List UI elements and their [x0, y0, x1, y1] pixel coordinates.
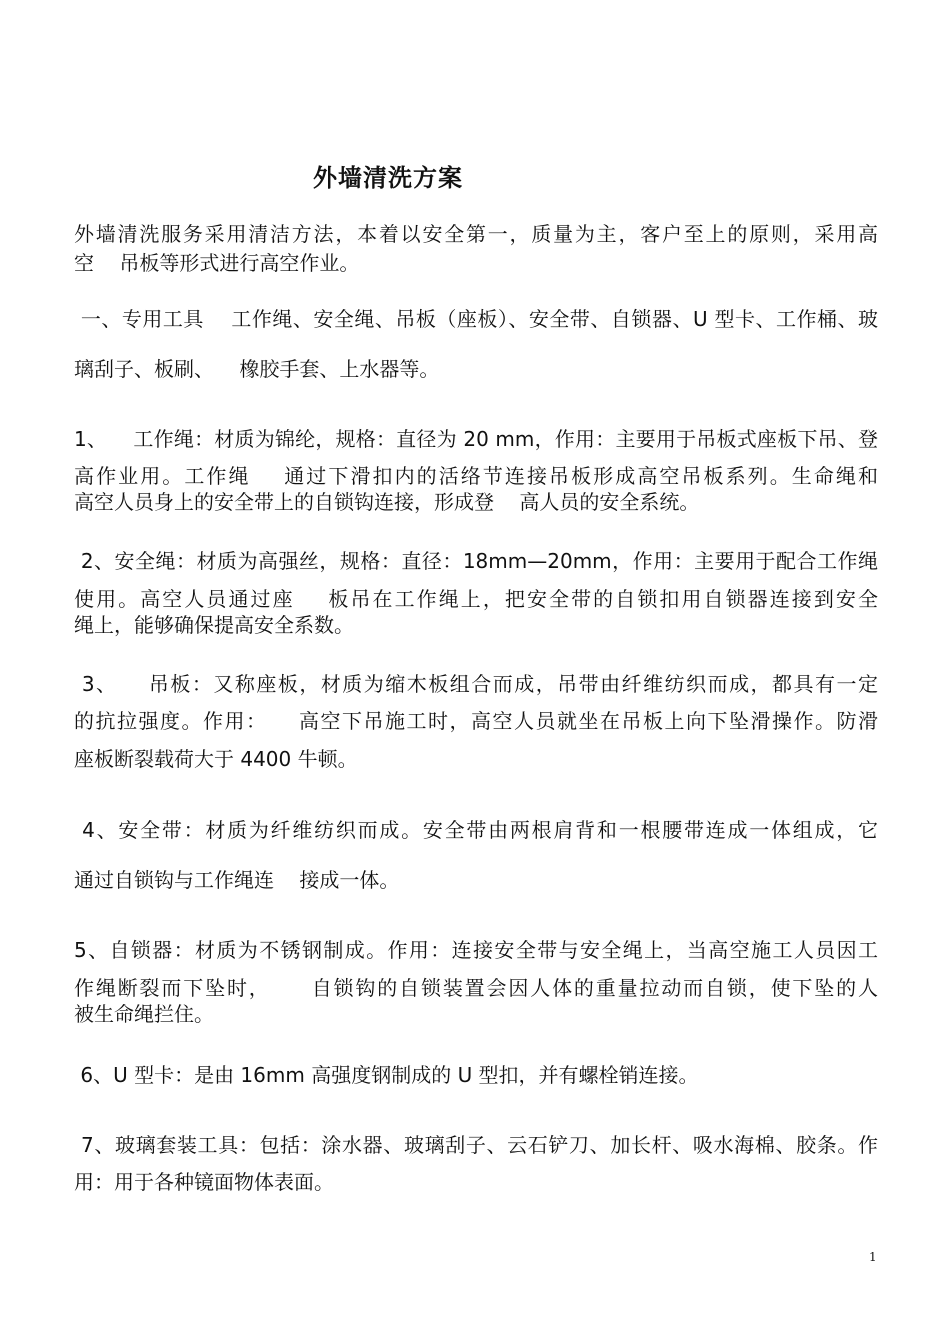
text-line: 外墙清洗服务采用清洁方法，本着以安全第一，质量为主，客户至上的原则，采用高 [74, 222, 878, 246]
text-line: 高空人员身上的安全带上的自锁钩连接，形成登 高人员的安全系统。 [74, 490, 700, 514]
page-number: 1 [869, 1250, 877, 1264]
text-line: 用：用于各种镜面物体表面。 [74, 1170, 334, 1194]
text-line: 7、玻璃套装工具：包括：涂水器、玻璃刮子、云石铲刀、加长杆、吸水海棉、胶条。作 [74, 1133, 878, 1157]
text-line: 使用。高空人员通过座 板吊在工作绳上，把安全带的自锁扣用自锁器连接到安全 [74, 587, 878, 611]
text-line: 一、专用工具 工作绳、安全绳、吊板（座板）、安全带、自锁器、U 型卡、工作桶、玻 [74, 307, 878, 331]
text-line: 作绳断裂而下坠时， 自锁钩的自锁装置会因人体的重量拉动而自锁，使下坠的人 [74, 976, 878, 1000]
text-line: 3、 吊板：又称座板，材质为缩木板组合而成，吊带由纤维纺织而成，都具有一定 [74, 672, 878, 696]
text-line: 座板断裂载荷大于 4400 牛顿。 [74, 747, 358, 771]
text-line: 4、安全带：材质为纤维纺织而成。安全带由两根肩背和一根腰带连成一体组成，它 [74, 818, 878, 842]
text-line: 6、U 型卡：是由 16mm 高强度钢制成的 U 型扣，并有螺栓销连接。 [74, 1063, 699, 1087]
text-line: 璃刮子、板刷、 橡胶手套、上水器等。 [74, 357, 440, 381]
text-line: 空 吊板等形式进行高空作业。 [74, 251, 360, 275]
text-line: 被生命绳拦住。 [74, 1002, 214, 1026]
page-title: 外墙清洗方案 [313, 164, 463, 192]
text-line: 绳上，能够确保提高安全系数。 [74, 613, 354, 637]
text-line: 的抗拉强度。作用： 高空下吊施工时，高空人员就坐在吊板上向下坠滑操作。防滑 [74, 709, 878, 733]
text-line: 1、 工作绳：材质为锦纶，规格：直径为 20 mm，作用：主要用于吊板式座板下吊、登 [74, 427, 878, 451]
text-line: 高作业用。工作绳 通过下滑扣内的活络节连接吊板形成高空吊板系列。生命绳和 [74, 464, 878, 488]
text-line: 通过自锁钩与工作绳连 接成一体。 [74, 868, 400, 892]
text-line: 2、安全绳：材质为高强丝，规格：直径：18mm—20mm，作用：主要用于配合工作绳 [74, 549, 878, 573]
text-line: 5、自锁器：材质为不锈钢制成。作用：连接安全带与安全绳上，当高空施工人员因工 [74, 938, 878, 962]
